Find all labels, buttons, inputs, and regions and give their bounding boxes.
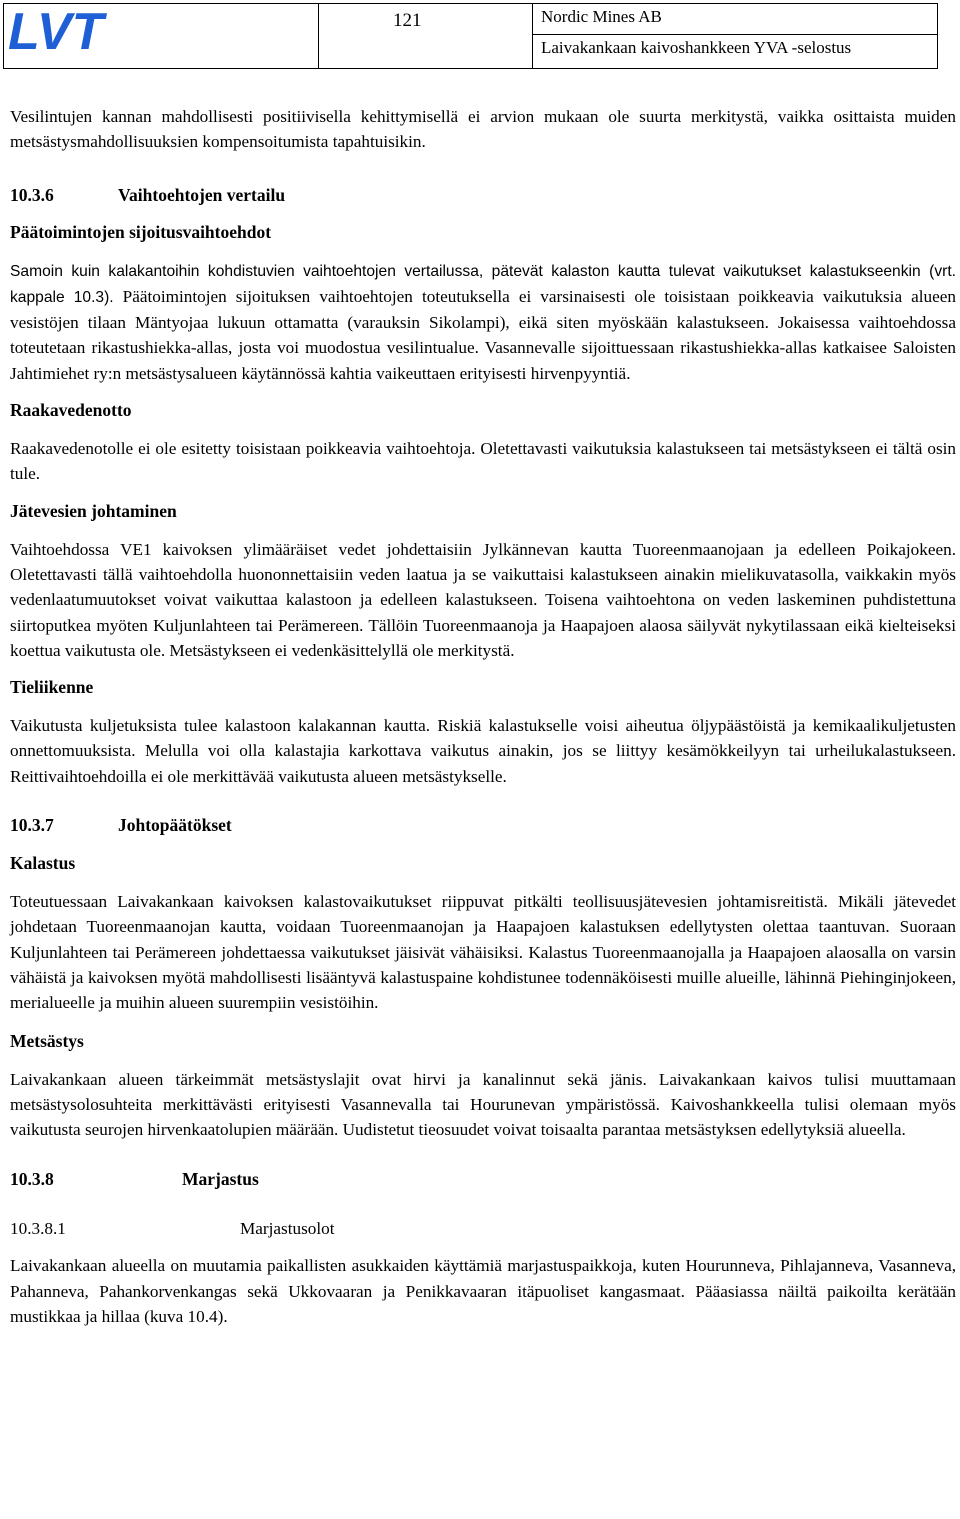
section-heading-10-3-7: 10.3.7 Johtopäätökset (10, 815, 232, 836)
lvt-logo (8, 7, 138, 55)
header-title-cell (533, 4, 937, 68)
subheading-kalastus: Kalastus (10, 853, 76, 874)
document-title: Laivakankaan kaivoshankkeen YVA -selostus (541, 38, 852, 57)
header-divider (533, 34, 937, 35)
section-heading-10-3-8: 10.3.8 Marjastus (10, 1169, 259, 1190)
paragraph-tieliikenne: Vaikutusta kuljetuksista tulee kalastoon kalakannan kautta. Riskiä kalastukselle voisi aiheutua öljypäästöistä ja kemikaalikuljetusten onnettomuuksista. Melulla voi olla kalastajia karkottava vaikutus ainakin, jos se liittyy kesämökkeilyyn tai urheilukalastukseen. Reittivaihtoehdoilla ei ole merkittävää vaikutusta alueen metsästykselle. (10, 716, 956, 786)
paragraph-jatevesien-johtaminen: Vaihtoehdossa VE1 kaivoksen ylimääräiset vedet johdettaisiin Jylkännevan kautta Tuoreenmaanojaan ja edelleen Poikajokeen. Oletettavasti tällä vaihtoehdolla huononnettaisiin veden laatua ja se vaikuttaisi kalastukseen ainakin mielikuvatasolla, vaikkakin myös vedenlaatumuutokset voivat vaikuttaa kalastoon ja edelleen kalastukseen. Toisena vaihtoehtona on veden laskeminen puhdistettuna siirtoputkea myöten Kuljunlahteen tai Perämereen. Tällöin Tuoreenmaanoja ja Haapajoen alaosa säilyvät nykytilassaan eikä kielteiseksi koettua vaikutusta ole. Metsästykseen ei vedenkäsittelyllä ole merkitystä. (10, 539, 956, 660)
company-name: Nordic Mines AB (541, 7, 662, 26)
page-number: 121 (393, 10, 422, 31)
subheading-raakavedenotto: Raakavedenotto (10, 400, 132, 421)
subheading-marjastusolot: 10.3.8.1 Marjastusolot (10, 1219, 335, 1239)
page-number-cell (319, 4, 533, 68)
paragraph-raakavedenotto: Raakavedenotolle ei ole esitetty toisistaan poikkeavia vaihtoehtoja. Oletettavasti vaikutuksia kalastukseen tai metsästykseen ei tältä osin tule. (10, 439, 956, 484)
subheading-metsastys: Metsästys (10, 1030, 84, 1051)
paragraph-kalastus: Toteutuessaan Laivakankaan kaivoksen kalastovaikutukset riippuvat pitkälti teollisuusjätevesien johtamisreitistä. Mikäli jätevedet johdetaan Tuoreenmaanojan kautta, voidaan Tuoreenmaanojan ja Haapajoen kalastuksen edellytysten olettaa taantuvan. Suoraan Kuljunlahteen tai Perämereen johdettaessa vaikutukset jäisivät vähäisiksi. Kalastus Tuoreenmaanojalla ja Haapajoen alaosalla on varsin vähäistä ja kaivoksen myötä mahdollisesti lisääntyvä kalastuspaine kohdistunee todennäköisesti muille alueille, lähinnä Piehinginjokeen, merialueelle ja muihin alueen suurempiin vesistöihin. (10, 892, 956, 1013)
paragraph-sijoitusvaihtoehdot: Samoin kuin kalakantoihin kohdistuvien vaihtoehtojen vertailussa, pätevät kalaston kautta tulevat vaikutukset kalastukseenkin (vrt. kappale 10.3). Päätoimintojen sijoituksen vaihtoehtojen toteutuksella ei varsinaisesti ole toisistaan poikkeavia vaikutuksia alueen vesistöjen tilaan Mäntyojaa lukuun ottamatta (varauksin Sikolampi), eikä siten myöskään kalastukseen. Jokaisessa vaihtoehdossa toteutetaan rikastushiekka-allas, josta voi muodostua vesilintualue. Vasannevalle sijoittuessaan rikastushiekka-allas katkaisee Saloisten Jahtimiehet ry:n metsästysalueen käytännössä kahtia vaikeuttaen erityisesti hirvenpyyntiä. (10, 262, 956, 383)
svg-text:LVT: LVT (8, 7, 104, 55)
logo-cell (4, 4, 319, 68)
page-body (10, 104, 956, 1329)
paragraph-metsastys: Laivakankaan alueen tärkeimmät metsästyslajit ovat hirvi ja kanalinnut sekä jänis. Laivakankaan kaivos tulisi muuttamaan metsästysolosuhteita merkittävästi erityisesti Vasannevalla tai Hourunevan ympäristössä. Kaivoshankkeella tulisi olemaan myös vaikutusta seurojen hirvenkaatolupien määrään. Uudistetut tieosuudet voivat toisaalta parantaa metsästyksen edellytyksiä alueella. (10, 1069, 956, 1140)
intro-paragraph: Vesilintujen kannan mahdollisesti positiivisella kehittymisellä ei arvion mukaan ole suurta merkitystä, vaikka osittaista muiden metsästysmahdollisuuksien kompensoitumista tapahtuisikin. (10, 107, 956, 152)
subheading-tieliikenne: Tieliikenne (10, 677, 94, 698)
section-heading-10-3-6: 10.3.6 Vaihtoehtojen vertailu (10, 184, 286, 205)
subheading-jatevesien-johtaminen: Jätevesien johtaminen (10, 500, 177, 521)
page-header (3, 3, 938, 69)
paragraph-marjastusolot: Laivakankaan alueella on muutamia paikallisten asukkaiden käyttämiä marjastuspaikkoja, kuten Hourunneva, Pihlajanneva, Vasanneva, Pahanneva, Pahankorvenkangas sekä Ukkovaaran ja Penikkavaaran itäpuoliset kangasmaat. Pääasiassa näiltä paikoilta kerätään mustikkaa ja hillaa (kuva 10.4). (10, 1256, 956, 1327)
subheading-sijoitusvaihtoehdot: Päätoimintojen sijoitusvaihtoehdot (10, 221, 272, 242)
